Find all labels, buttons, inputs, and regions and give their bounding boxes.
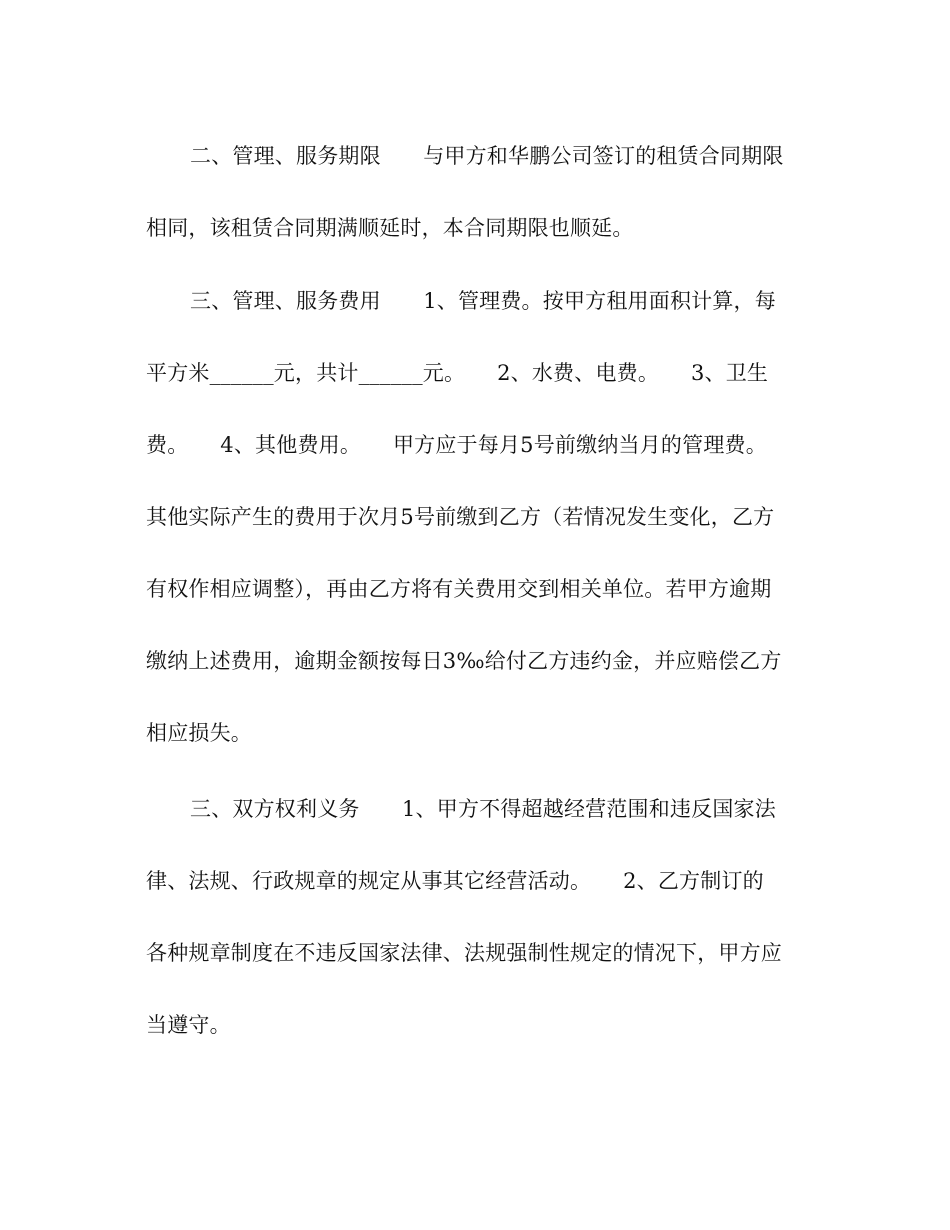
text-line: 相同，该租赁合同期满顺延时，本合同期限也顺延。 xyxy=(146,216,634,240)
text-line: 律、法规、行政规章的规定从事其它经营活动。 2、乙方制订的 xyxy=(146,869,764,893)
paragraph-management-fees xyxy=(146,265,806,769)
text-line: 当遵守。 xyxy=(146,1013,231,1037)
text-line: 二、管理、服务期限 与甲方和华鹏公司签订的租赁合同期限 xyxy=(190,144,784,168)
text-line: 各种规章制度在不违反国家法律、法规强制性规定的情况下，甲方应 xyxy=(146,941,782,965)
paragraph-rights-obligations xyxy=(146,773,806,1061)
text-line: 其他实际产生的费用于次月5号前缴到乙方（若情况发生变化，乙方 xyxy=(146,505,775,529)
text-line: 三、管理、服务费用 1、管理费。按甲方租用面积计算，每 xyxy=(190,289,776,313)
text-line: 三、双方权利义务 1、甲方不得超越经营范围和违反国家法 xyxy=(190,797,776,821)
text-line: 缴纳上述费用，逾期金额按每日3‰给付乙方违约金，并应赔偿乙方 xyxy=(146,649,782,673)
text-line: 相应损失。 xyxy=(146,721,252,745)
text-line: 有权作相应调整），再由乙方将有关费用交到相关单位。若甲方逾期 xyxy=(146,577,772,601)
text-line: 费。 4、其他费用。 甲方应于每月5号前缴纳当月的管理费。 xyxy=(146,433,767,457)
paragraph-management-term xyxy=(146,120,806,264)
text-line: 平方米______元，共计______元。 2、水费、电费。 3、卫生 xyxy=(146,361,769,385)
